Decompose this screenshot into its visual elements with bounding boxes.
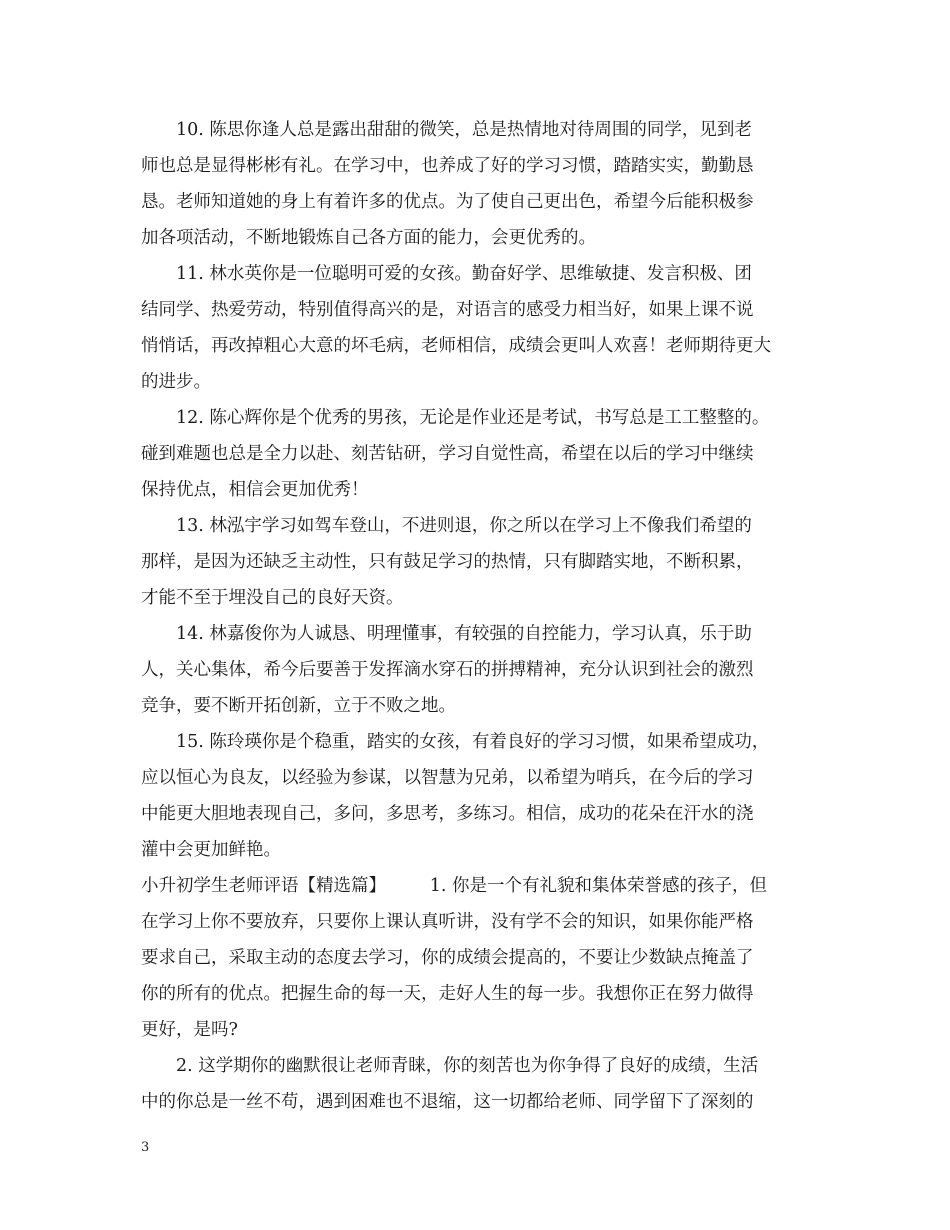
paragraph-14-line-1: 14. 林嘉俊你为人诚恳、明理懂事，有较强的自控能力，学习认真，乐于助 (176, 624, 752, 644)
paragraph-1-line-2: 在学习上你不要放弃，只要你上课认真听讲，没有学不会的知识，如果你能严格 (141, 912, 754, 932)
paragraph-10-line-3: 恳。老师知道她的身上有着许多的优点。为了使自己更出色，希望今后能积极参 (141, 192, 754, 212)
paragraph-12-line-3: 保持优点，相信会更加优秀！ (141, 480, 369, 500)
paragraph-10-line-1: 10. 陈思你逢人总是露出甜甜的微笑，总是热情地对待周围的同学，见到老 (176, 120, 752, 140)
paragraph-13-line-1: 13. 林泓宇学习如驾车登山，不进则退，你之所以在学习上不像我们希望的 (176, 516, 752, 536)
paragraph-12-line-2: 碰到难题也总是全力以赴、刻苦钻研，学习自觉性高，希望在以后的学习中继续 (141, 444, 754, 464)
paragraph-2-line-1: 2. 这学期你的幽默很让老师青睐，你的刻苦也为你争得了良好的成绩，生活 (176, 1056, 759, 1076)
paragraph-10-line-2: 师也总是显得彬彬有礼。在学习中，也养成了好的学习习惯，踏踏实实，勤勤恳 (141, 156, 754, 176)
paragraph-15-line-1: 15. 陈玲瑛你是个稳重，踏实的女孩，有着良好的学习习惯，如果希望成功， (176, 732, 770, 752)
paragraph-11-line-3: 悄悄话，再改掉粗心大意的坏毛病，老师相信，成绩会更叫人欢喜！老师期待更大 (141, 336, 771, 356)
paragraph-11-line-2: 结同学、热爱劳动，特别值得高兴的是，对语言的感受力相当好，如果上课不说 (141, 300, 754, 320)
paragraph-11-line-4: 的进步。 (141, 372, 211, 392)
section-heading-line: 小升初学生老师评语【精选篇】 1. 你是一个有礼貌和集体荣誉感的孩子，但 (141, 876, 768, 896)
paragraph-10-line-4: 加各项活动，不断地锻炼自己各方面的能力，会更优秀的。 (141, 228, 596, 248)
page-number: 3 (141, 1140, 150, 1155)
paragraph-15-line-3: 中能更大胆地表现自己，多问，多思考，多练习。相信，成功的花朵在汗水的浇 (141, 804, 754, 824)
paragraph-15-line-4: 灌中会更加鲜艳。 (141, 840, 281, 860)
paragraph-1-line-5: 更好，是吗? (141, 1020, 238, 1040)
paragraph-12-line-1: 12. 陈心辉你是个优秀的男孩，无论是作业还是考试，书写总是工工整整的。 (176, 408, 770, 428)
paragraph-13-line-2: 那样，是因为还缺乏主动性，只有鼓足学习的热情，只有脚踏实地，不断积累， (141, 552, 754, 572)
paragraph-14-line-3: 竞争，要不断开拓创新，立于不败之地。 (141, 696, 456, 716)
paragraph-13-line-3: 才能不至于埋没自己的良好天资。 (141, 588, 404, 608)
paragraph-1-line-4: 你的所有的优点。把握生命的每一天，走好人生的每一步。我想你正在努力做得 (141, 984, 754, 1004)
paragraph-11-line-1: 11. 林水英你是一位聪明可爱的女孩。勤奋好学、思维敏捷、发言积极、团 (176, 264, 752, 284)
paragraph-2-line-2: 中的你总是一丝不苟，遇到困难也不退缩，这一切都给老师、同学留下了深刻的 (141, 1092, 754, 1112)
paragraph-1-line-3: 要求自己，采取主动的态度去学习，你的成绩会提高的，不要让少数缺点掩盖了 (141, 948, 754, 968)
paragraph-14-line-2: 人，关心集体，希今后要善于发挥滴水穿石的拼搏精神，充分认识到社会的激烈 (141, 660, 754, 680)
paragraph-15-line-2: 应以恒心为良友，以经验为参谋，以智慧为兄弟，以希望为哨兵，在今后的学习 (141, 768, 754, 788)
